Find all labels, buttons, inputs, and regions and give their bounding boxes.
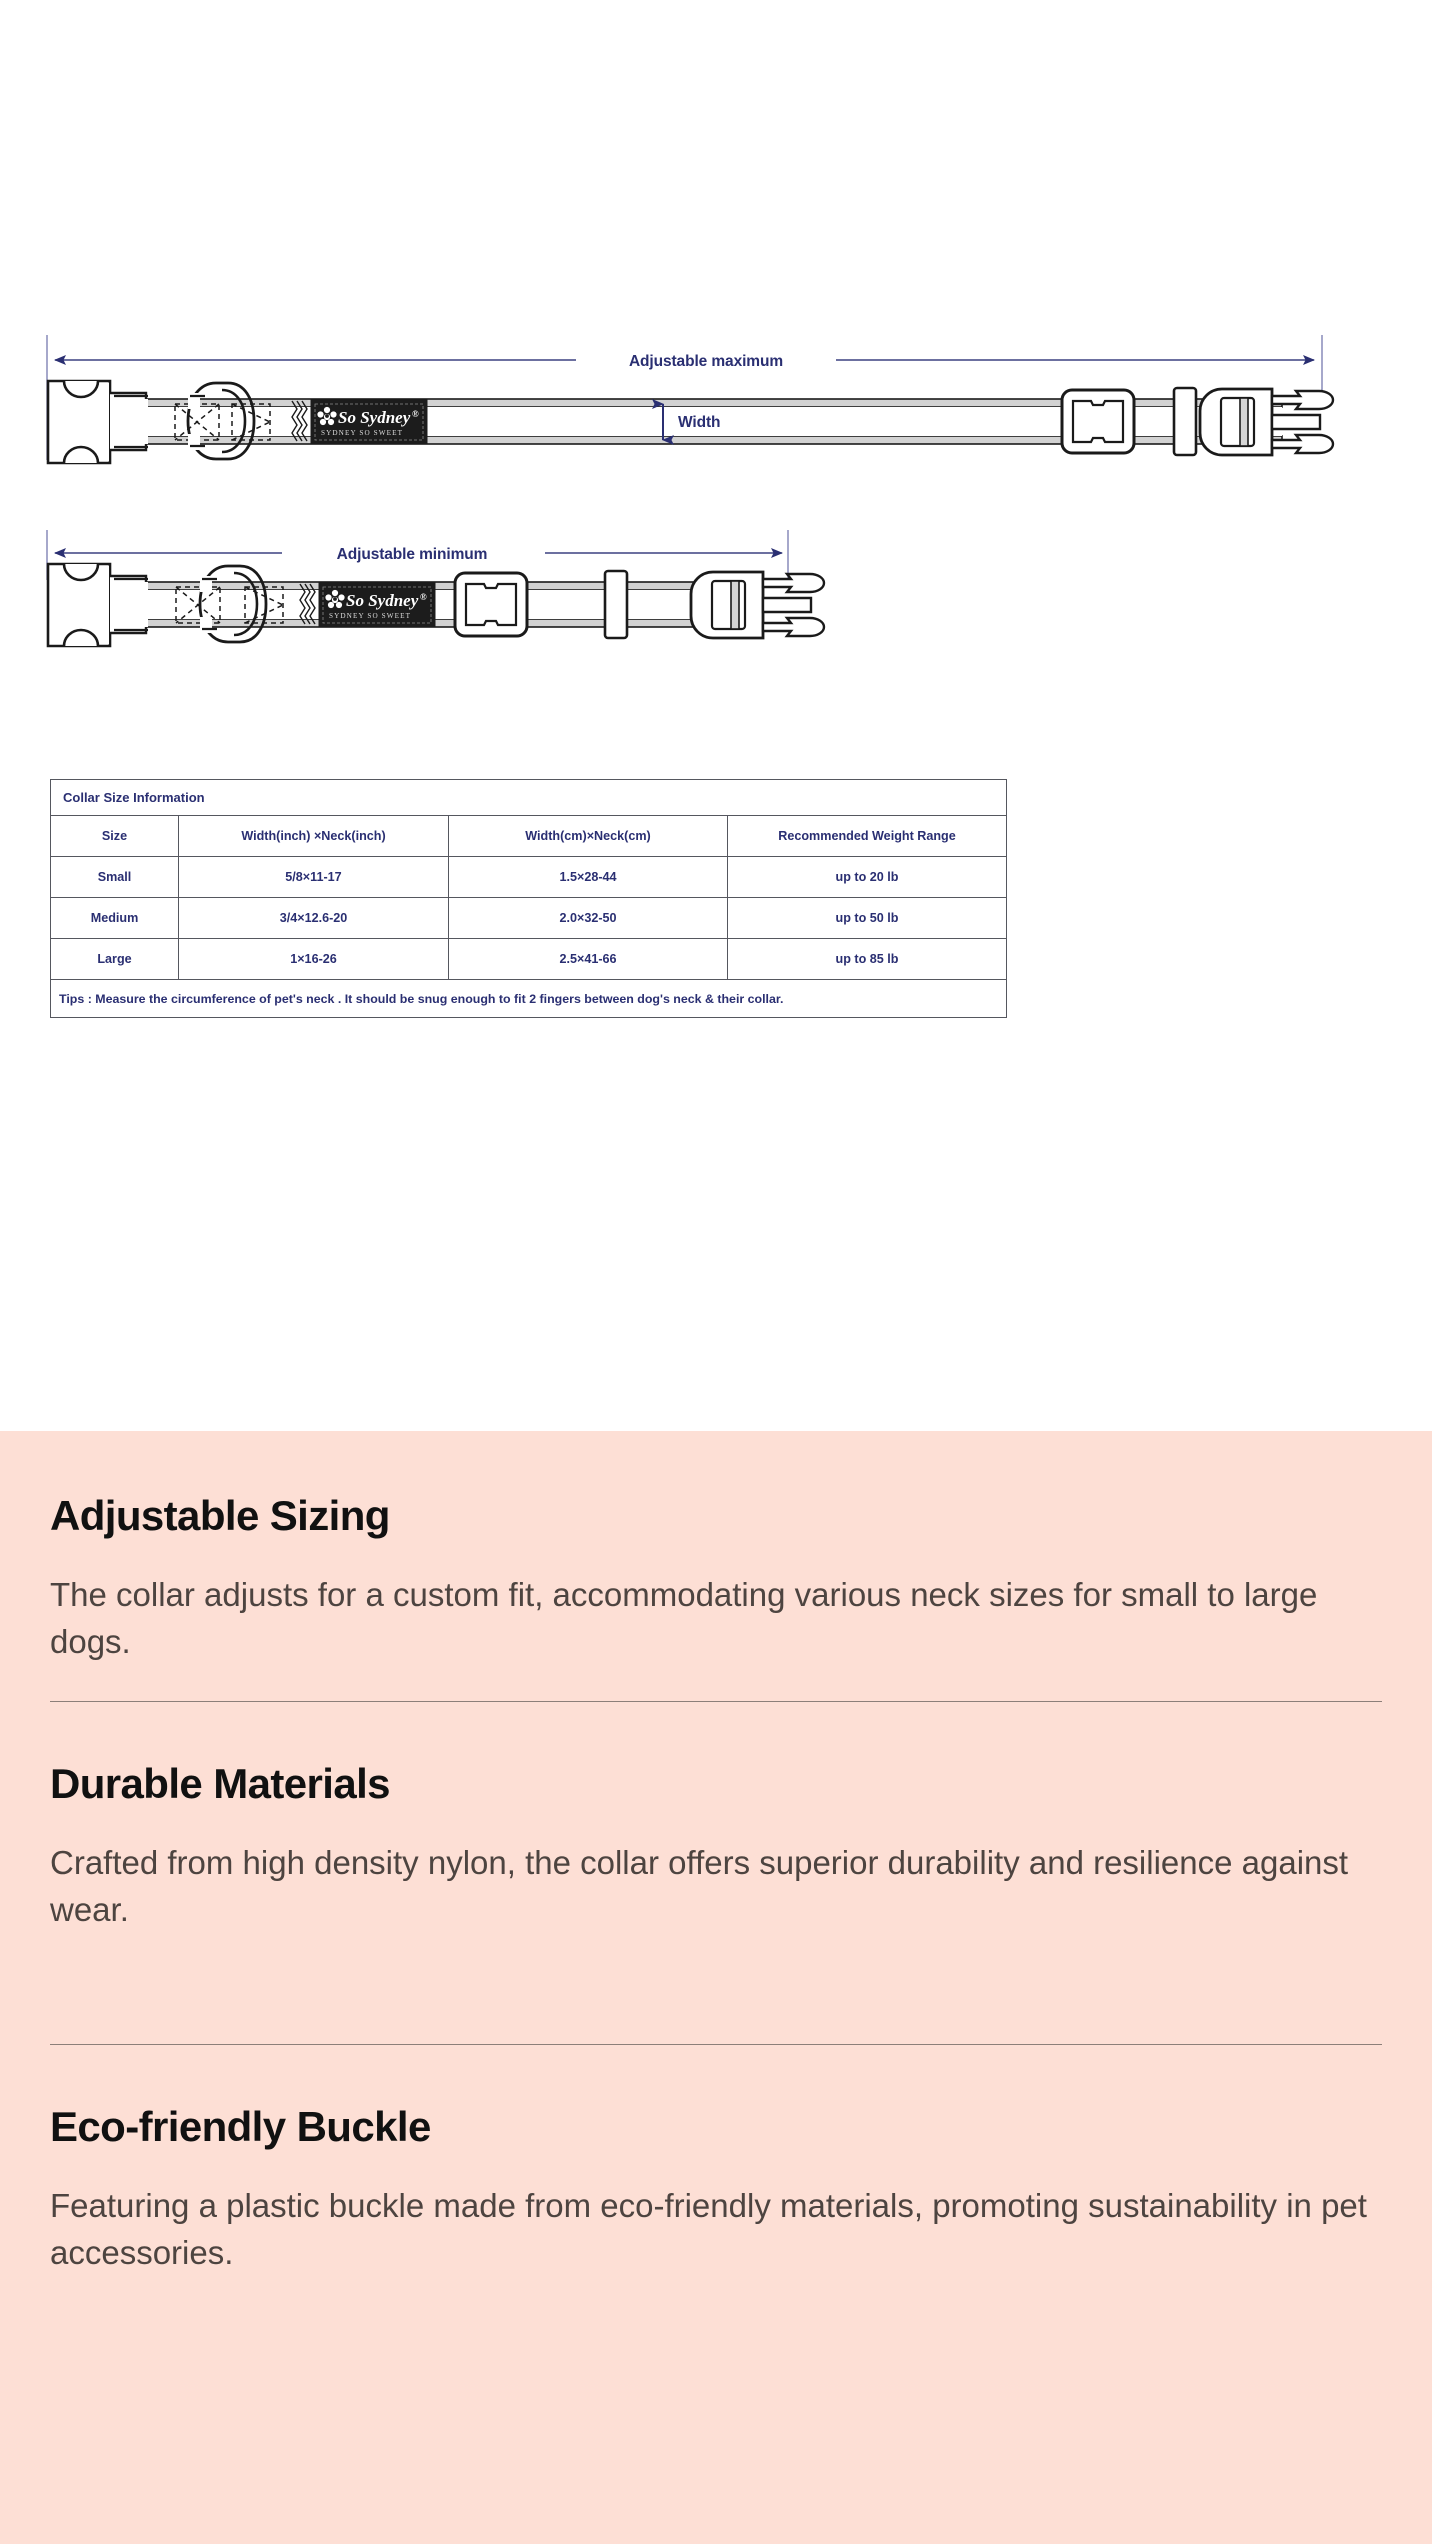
collar-max-diagram [47, 335, 1333, 463]
cell-cm: 2.5×41-66 [449, 939, 728, 980]
column-header-weight: Recommended Weight Range [728, 816, 1007, 857]
cell-size: Large [51, 939, 179, 980]
width-label: Width [678, 414, 721, 431]
sizing-tips-text: Tips : Measure the circumference of pet's neck . It should be snug enough to fit 2 fingers between dog's neck & their collar. [51, 980, 1007, 1018]
column-header-size: Size [51, 816, 179, 857]
feature-block-adjustable-sizing [50, 1493, 1390, 1666]
cell-size: Small [51, 857, 179, 898]
feature-block-eco-friendly-buckle [50, 2104, 1390, 2277]
feature-block-durable-materials [50, 1761, 1390, 1934]
brand-name: So Sydney [338, 408, 411, 427]
feature-title: Adjustable Sizing [50, 1492, 390, 1539]
brand-tagline: SYDNEY SO SWEET [321, 429, 404, 437]
table-title: Collar Size Information [51, 780, 1007, 816]
cell-inch: 3/4×12.6-20 [179, 898, 449, 939]
column-header-cm: Width(cm)×Neck(cm) [449, 816, 728, 857]
feature-body: Crafted from high density nylon, the collar offers superior durability and resilience against wear. [50, 1844, 1349, 1929]
adjustable-maximum-label: Adjustable maximum [628, 353, 784, 370]
feature-divider [50, 1701, 1382, 1702]
product-features-section [0, 1431, 1432, 2544]
cell-cm: 2.0×32-50 [449, 898, 728, 939]
brand-tagline: SYDNEY SO SWEET [329, 612, 412, 620]
cell-size: Medium [51, 898, 179, 939]
collar-min-diagram [47, 530, 824, 646]
feature-body: The collar adjusts for a custom fit, accommodating various neck sizes for small to large dogs. [50, 1576, 1318, 1661]
cell-inch: 1×16-26 [179, 939, 449, 980]
adjustable-minimum-label: Adjustable minimum [336, 546, 488, 563]
table-tips-row [51, 980, 1007, 1018]
brand-registered-mark: ® [420, 592, 427, 602]
column-header-inch: Width(inch) ×Neck(inch) [179, 816, 449, 857]
feature-divider [50, 2044, 1382, 2045]
cell-weight: up to 50 lb [728, 898, 1007, 939]
feature-title: Durable Materials [50, 1760, 390, 1807]
feature-body: Featuring a plastic buckle made from eco-friendly materials, promoting sustainability in pet accessories. [50, 2187, 1367, 2272]
feature-title: Eco-friendly Buckle [50, 2103, 431, 2150]
cell-cm: 1.5×28-44 [449, 857, 728, 898]
brand-name: So Sydney [346, 591, 419, 610]
collar-size-information-table [50, 779, 1007, 1018]
table-title-row [51, 780, 1007, 816]
brand-registered-mark: ® [412, 409, 419, 419]
table-row [51, 898, 1007, 939]
cell-weight: up to 20 lb [728, 857, 1007, 898]
table-header-row [51, 816, 1007, 857]
cell-weight: up to 85 lb [728, 939, 1007, 980]
cell-inch: 5/8×11-17 [179, 857, 449, 898]
table-row [51, 857, 1007, 898]
table-row [51, 939, 1007, 980]
